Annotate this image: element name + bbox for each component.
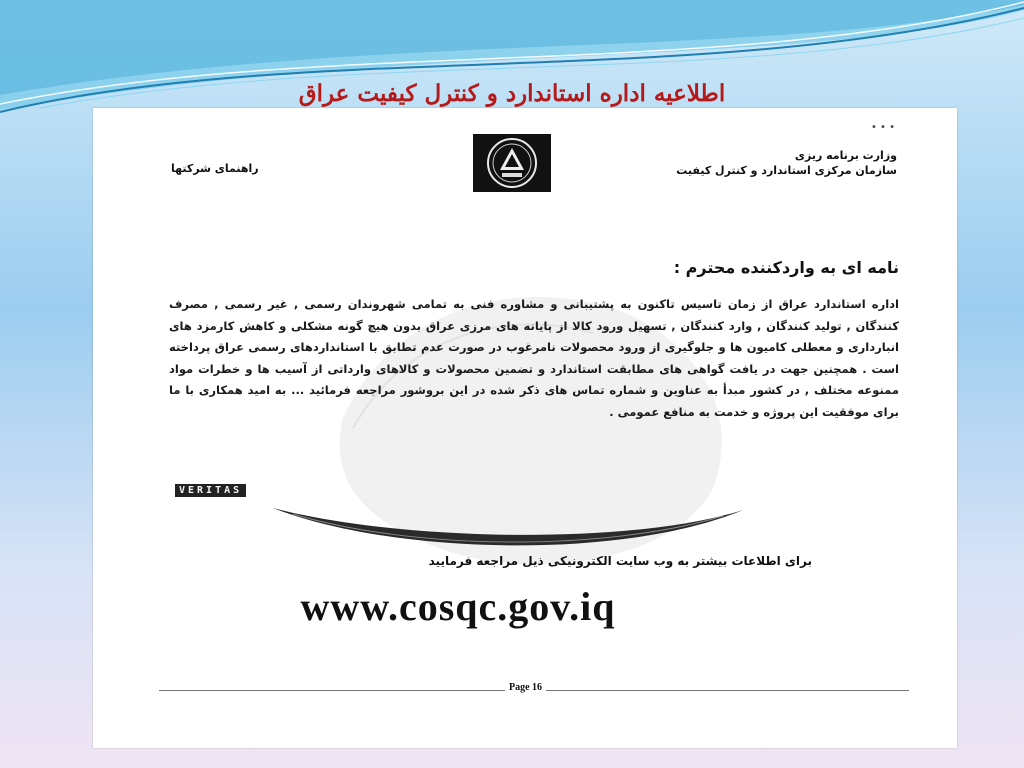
cosqc-seal-icon (473, 134, 551, 192)
issuer-block (676, 148, 897, 178)
scanned-document (93, 108, 957, 748)
ministry-name: وزارت برنامه ریزی (794, 149, 897, 162)
more-info-text: برای اطلاعات بیشتر به وب سایت الکترونیکی ذیل مراجعه فرمایید (428, 554, 812, 568)
corner-mark: • • • (870, 122, 895, 133)
slide-title: اطلاعیه اداره استاندارد و کنترل کیفیت عراق (298, 80, 726, 107)
letter-greeting: نامه ای به واردکننده محترم : (673, 258, 899, 277)
website-link[interactable]: www.cosqc.gov.iq (300, 584, 616, 629)
map-watermark (93, 108, 957, 748)
letter-body: اداره استاندارد عراق از زمان تاسیس تاکنون به پشتیبانی و مشاوره فنی به تمامی شهروندان رسمی , غیر رسمی , مصرف کنندگان , تولید کنندگان , وارد کنندگان , تسهیل ورود کالا از پایانه های مرزی عراق بدون هیچ گونه مشکلی و کاهش کارمزد های انبارداری و معطلی کامیون ها و جلوگیری از ورود محصولات نامرغوب در صورت عدم تطابق با استانداردهای رسمی عراق پرداخته است . همچنین جهت در یافت گواهی های مطابقت استاندارد و تضمین محصولات و کالاهای وارداتی از آسیب ها و خطرات مواد ممنوعه مختلف , در کشور مبدأ به عناوین و شماره تماس های ذکر شده در این بروشور مراجعه فرمائید ... به امید همکاری با ما برای موفقیت این پروژه و خدمت به منافع عمومی . (169, 297, 899, 419)
swoosh-graphic (273, 500, 743, 560)
page-number: Page 16 (505, 682, 546, 693)
company-guide-label: راهنمای شرکتها (171, 162, 259, 175)
veritas-logo: VERITAS (175, 484, 246, 497)
organization-name: سازمان مرکزی استاندارد و کنترل کیفیت (676, 164, 897, 177)
